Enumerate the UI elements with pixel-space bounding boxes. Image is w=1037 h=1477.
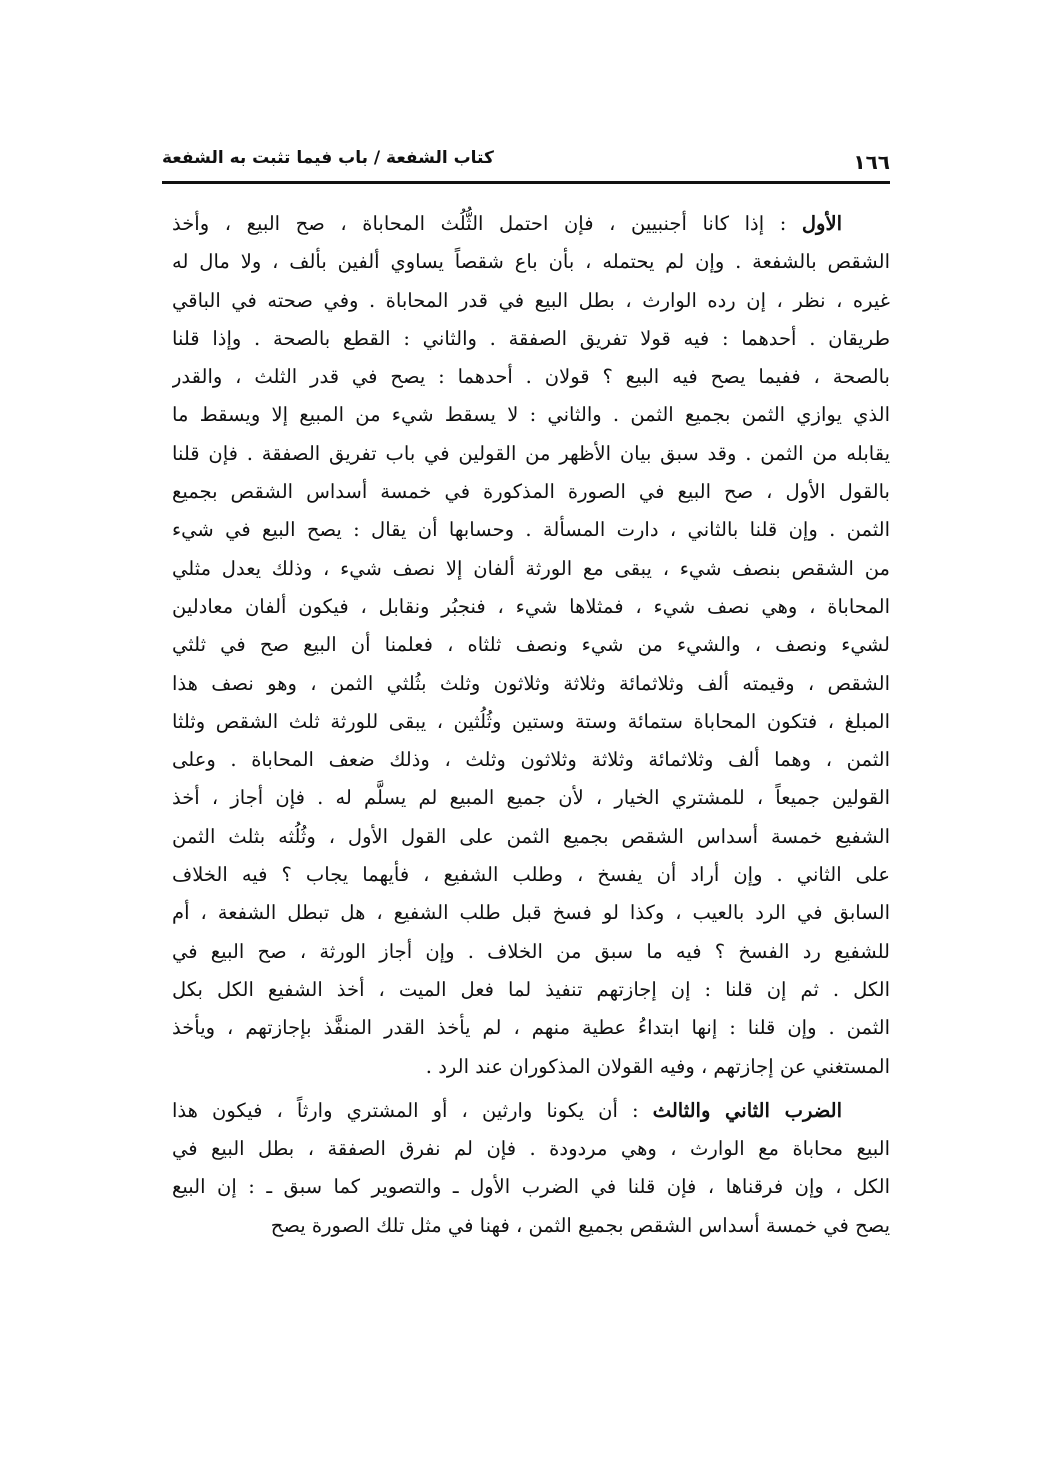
text-line xyxy=(172,1092,890,1130)
page-number: ١٦٦ xyxy=(853,150,890,174)
text-line xyxy=(172,550,890,588)
line-text: طريقان . أحدهما : فيه قولا تفريق الصفقة . والثاني : القطع بالصحة . وإذا قلنا xyxy=(172,326,890,350)
line-text: الكل ، وإن فرقناها ، فإن قلنا في الضرب الأول ـ والتصوير كما سبق ـ : إن البيع xyxy=(172,1175,890,1199)
text-line xyxy=(172,396,890,434)
text-line xyxy=(172,818,890,856)
line-text: الشقص ، وقيمته ألف وثلاثمائة وثلاثة وثلاثون وثلث بثُلثي الثمن ، وهو نصف هذا xyxy=(172,671,890,695)
running-title: كتاب الشفعة / باب فيما تثبت به الشفعة xyxy=(162,148,494,168)
text-line xyxy=(172,588,890,626)
text-line xyxy=(172,205,890,243)
text-line xyxy=(172,1130,890,1168)
paragraph-lead: الأول xyxy=(801,212,842,235)
text-line xyxy=(172,1168,890,1206)
text-line xyxy=(172,243,890,281)
text-line xyxy=(172,435,890,473)
text-line xyxy=(172,856,890,894)
line-text: الشقص بالشفعة . وإن لم يحتمله ، بأن باع شقصاً يساوي ألفين بألف ، ولا مال له xyxy=(172,250,890,274)
text-line xyxy=(172,1009,890,1047)
line-text: للشفيع رد الفسخ ؟ فيه ما سبق من الخلاف . وإن أجاز الورثة ، صح البيع في xyxy=(172,939,890,963)
text-line xyxy=(172,358,890,396)
text-line xyxy=(172,933,890,971)
line-text: بالقول الأول ، صح البيع في الصورة المذكورة في خمسة أسداس الشقص بجميع xyxy=(172,480,890,504)
line-text: يصح في خمسة أسداس الشقص بجميع الثمن ، فهنا في مثل تلك الصورة يصح xyxy=(270,1213,890,1237)
line-text: المبلغ ، فتكون المحاباة ستمائة وستة وستين وثُلُثين ، يبقى للورثة ثلث الشقص وثلثا xyxy=(172,709,890,733)
line-text: الثمن ، وهما ألف وثلاثمائة وثلاثة وثلاثون وثلث ، وذلك ضعف المحاباة . وعلى xyxy=(172,748,890,772)
text-line xyxy=(172,703,890,741)
text-line xyxy=(172,741,890,779)
text-line xyxy=(172,320,890,358)
text-line xyxy=(172,473,890,511)
line-text: الشفيع خمسة أسداس الشقص بجميع الثمن على القول الأول ، وثُلُثه بثلث الثمن xyxy=(172,824,890,848)
line-text: الكل . ثم إن قلنا : إن إجازتهم تنفيذ لما فعل الميت ، أخذ الشفيع الكل بكل xyxy=(172,977,890,1001)
line-text: المستغني عن إجازتهم ، وفيه القولان المذكوران عند الرد . xyxy=(425,1054,890,1078)
text-line xyxy=(172,779,890,817)
text-line xyxy=(172,1207,890,1245)
line-text: : أن يكونا وارثين ، أو المشتري وارثاً ، فيكون هذا xyxy=(172,1098,653,1122)
text-line xyxy=(172,1048,890,1086)
text-line xyxy=(172,665,890,703)
text-line xyxy=(172,626,890,664)
text-line xyxy=(172,511,890,549)
line-text: يقابله من الثمن . وقد سبق بيان الأظهر من القولين في باب تفريق الصفقة . فإن قلنا xyxy=(172,441,890,465)
line-text: السابق في الرد بالعيب ، وكذا لو فسخ قبل طلب الشفيع ، هل تبطل الشفعة ، أم xyxy=(172,901,890,925)
line-text: بالصحة ، ففيما يصح فيه البيع ؟ قولان . أحدهما : يصح في قدر الثلث ، والقدر xyxy=(172,365,890,389)
paragraph xyxy=(172,1092,890,1245)
text-line xyxy=(172,894,890,932)
page-body xyxy=(172,205,890,1245)
line-text: غيره ، نظر ، إن رده الوارث ، بطل البيع في قدر المحاباة . وفي صحته في الباقي xyxy=(172,288,890,312)
header-rule xyxy=(162,181,890,184)
line-text: على الثاني . وإن أراد أن يفسخ ، وطلب الشفيع ، فأيهما يجاب ؟ فيه الخلاف xyxy=(172,863,890,887)
line-text: الثمن . وإن قلنا : إنها ابتداءُ عطية منهم ، لم يأخذ القدر المنفَّذ بإجازتهم ، ويأخذ xyxy=(172,1016,890,1040)
line-text: القولين جميعاً ، للمشتري الخيار ، لأن جميع المبيع لم يسلَّم له . فإن أجاز ، أخذ xyxy=(172,786,890,810)
line-text: المحاباة ، وهي نصف شيء ، فمثلاها شيء ، فنجبُر ونقابل ، فيكون ألفان معادلين xyxy=(172,594,890,618)
line-text: البيع محاباة مع الوارث ، وهي مردودة . فإن لم نفرق الصفقة ، بطل البيع في xyxy=(172,1137,890,1161)
line-text: : إذا كانا أجنبيين ، فإن احتمل الثُّلُث المحاباة ، صح البيع ، وأخذ xyxy=(172,212,802,235)
line-text: لشيء ونصف ، والشيء من شيء ونصف ثلثاه ، فعلمنا أن البيع صح في ثلثي xyxy=(172,633,890,657)
paragraph-lead: الضرب الثاني والثالث xyxy=(652,1098,842,1122)
text-line xyxy=(172,282,890,320)
line-text: من الشقص بنصف شيء ، يبقى مع الورثة ألفان إلا نصف شيء ، وذلك يعدل مثلي xyxy=(172,556,890,580)
line-text: الذي يوازي الثمن بجميع الثمن . والثاني : لا يسقط شيء من المبيع إلا ويسقط ما xyxy=(172,403,890,427)
line-text: الثمن . وإن قلنا بالثاني ، دارت المسألة . وحسابها أن يقال : يصح البيع في شيء xyxy=(172,518,890,542)
running-header xyxy=(162,144,890,180)
paragraph xyxy=(172,205,890,1086)
text-line xyxy=(172,971,890,1009)
